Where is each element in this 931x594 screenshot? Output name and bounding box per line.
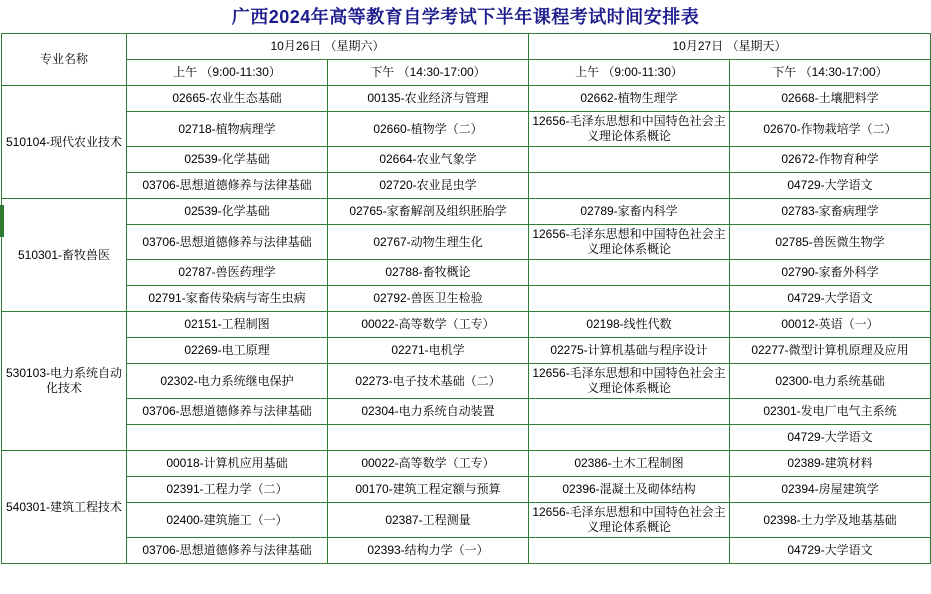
course-cell: 02668-土壤肥料学 — [730, 86, 931, 112]
course-cell: 02304-电力系统自动装置 — [328, 399, 529, 425]
course-cell: 02665-农业生态基础 — [127, 86, 328, 112]
header-day-1: 10月26日 （星期六） — [127, 34, 529, 60]
course-cell: 03706-思想道德修养与法律基础 — [127, 399, 328, 425]
exam-schedule-table — [1, 33, 931, 564]
course-cell: 02398-土力学及地基基础 — [730, 503, 931, 538]
course-cell: 00018-计算机应用基础 — [127, 451, 328, 477]
course-cell: 04729-大学语文 — [730, 538, 931, 564]
table-row — [2, 173, 931, 199]
course-cell — [328, 425, 529, 451]
course-cell — [529, 173, 730, 199]
table-row — [2, 399, 931, 425]
course-cell: 02277-微型计算机原理及应用 — [730, 338, 931, 364]
header-slot-1: 上午 （9:00-11:30） — [127, 60, 328, 86]
course-cell: 12656-毛泽东思想和中国特色社会主义理论体系概论 — [529, 503, 730, 538]
header-slot-2: 下午 （14:30-17:00） — [328, 60, 529, 86]
table-row — [2, 86, 931, 112]
course-cell: 02765-家畜解剖及组织胚胎学 — [328, 199, 529, 225]
course-cell: 12656-毛泽东思想和中国特色社会主义理论体系概论 — [529, 112, 730, 147]
course-cell: 02539-化学基础 — [127, 147, 328, 173]
table-row — [2, 364, 931, 399]
course-cell: 02720-农业昆虫学 — [328, 173, 529, 199]
course-cell — [529, 147, 730, 173]
course-cell — [127, 425, 328, 451]
course-cell — [529, 286, 730, 312]
course-cell: 03706-思想道德修养与法律基础 — [127, 225, 328, 260]
course-cell — [529, 260, 730, 286]
table-row — [2, 538, 931, 564]
table-row — [2, 286, 931, 312]
course-cell: 02300-电力系统基础 — [730, 364, 931, 399]
course-cell: 02783-家畜病理学 — [730, 199, 931, 225]
course-cell: 02302-电力系统继电保护 — [127, 364, 328, 399]
course-cell: 02790-家畜外科学 — [730, 260, 931, 286]
course-cell — [529, 425, 730, 451]
course-cell: 02787-兽医药理学 — [127, 260, 328, 286]
course-cell: 02767-动物生理生化 — [328, 225, 529, 260]
major-name: 530103-电力系统自动化技术 — [2, 312, 127, 451]
course-cell: 00022-高等数学（工专） — [328, 312, 529, 338]
major-name: 540301-建筑工程技术 — [2, 451, 127, 564]
major-accent-bar — [0, 205, 4, 237]
course-cell: 02389-建筑材料 — [730, 451, 931, 477]
course-cell: 02718-植物病理学 — [127, 112, 328, 147]
course-cell: 02670-作物栽培学（二） — [730, 112, 931, 147]
course-cell: 02269-电工原理 — [127, 338, 328, 364]
course-cell: 12656-毛泽东思想和中国特色社会主义理论体系概论 — [529, 225, 730, 260]
course-cell: 04729-大学语文 — [730, 425, 931, 451]
course-cell: 03706-思想道德修养与法律基础 — [127, 173, 328, 199]
course-cell: 02789-家畜内科学 — [529, 199, 730, 225]
course-cell: 00012-英语（一） — [730, 312, 931, 338]
course-cell: 02664-农业气象学 — [328, 147, 529, 173]
table-row — [2, 112, 931, 147]
header-slot-4: 下午 （14:30-17:00） — [730, 60, 931, 86]
table-header-row-days — [2, 34, 931, 60]
table-row — [2, 199, 931, 225]
table-row — [2, 477, 931, 503]
course-cell: 02393-结构力学（一） — [328, 538, 529, 564]
course-cell: 00135-农业经济与管理 — [328, 86, 529, 112]
course-cell — [529, 399, 730, 425]
course-cell: 02660-植物学（二） — [328, 112, 529, 147]
page-title: 广西2024年高等教育自学考试下半年课程考试时间安排表 — [231, 7, 700, 27]
header-day-2: 10月27日 （星期天） — [529, 34, 931, 60]
course-cell: 02275-计算机基础与程序设计 — [529, 338, 730, 364]
course-cell: 02151-工程制图 — [127, 312, 328, 338]
table-row — [2, 503, 931, 538]
course-cell: 02785-兽医微生物学 — [730, 225, 931, 260]
course-cell: 02792-兽医卫生检验 — [328, 286, 529, 312]
table-row — [2, 312, 931, 338]
course-cell: 00022-高等数学（工专） — [328, 451, 529, 477]
header-slot-3: 上午 （9:00-11:30） — [529, 60, 730, 86]
major-name: 510301-畜牧兽医 — [2, 199, 127, 312]
course-cell: 02386-土木工程制图 — [529, 451, 730, 477]
table-row — [2, 260, 931, 286]
table-row — [2, 225, 931, 260]
course-cell: 02791-家畜传染病与寄生虫病 — [127, 286, 328, 312]
course-cell: 02539-化学基础 — [127, 199, 328, 225]
course-cell: 12656-毛泽东思想和中国特色社会主义理论体系概论 — [529, 364, 730, 399]
course-cell: 02394-房屋建筑学 — [730, 477, 931, 503]
course-cell: 02391-工程力学（二） — [127, 477, 328, 503]
table-row — [2, 147, 931, 173]
course-cell: 04729-大学语文 — [730, 286, 931, 312]
course-cell: 02788-畜牧概论 — [328, 260, 529, 286]
table-row — [2, 451, 931, 477]
course-cell: 02387-工程测量 — [328, 503, 529, 538]
course-cell: 04729-大学语文 — [730, 173, 931, 199]
course-cell: 02301-发电厂电气主系统 — [730, 399, 931, 425]
course-cell: 02396-混凝土及砌体结构 — [529, 477, 730, 503]
course-cell: 02662-植物生理学 — [529, 86, 730, 112]
course-cell: 02672-作物育种学 — [730, 147, 931, 173]
table-row — [2, 425, 931, 451]
header-major-label: 专业名称 — [2, 34, 127, 86]
table-header-row-slots — [2, 60, 931, 86]
course-cell: 02273-电子技术基础（二） — [328, 364, 529, 399]
course-cell: 00170-建筑工程定额与预算 — [328, 477, 529, 503]
course-cell: 02400-建筑施工（一） — [127, 503, 328, 538]
course-cell: 02198-线性代数 — [529, 312, 730, 338]
course-cell: 02271-电机学 — [328, 338, 529, 364]
table-row — [2, 338, 931, 364]
course-cell: 03706-思想道德修养与法律基础 — [127, 538, 328, 564]
course-cell — [529, 538, 730, 564]
major-name: 510104-现代农业技术 — [2, 86, 127, 199]
